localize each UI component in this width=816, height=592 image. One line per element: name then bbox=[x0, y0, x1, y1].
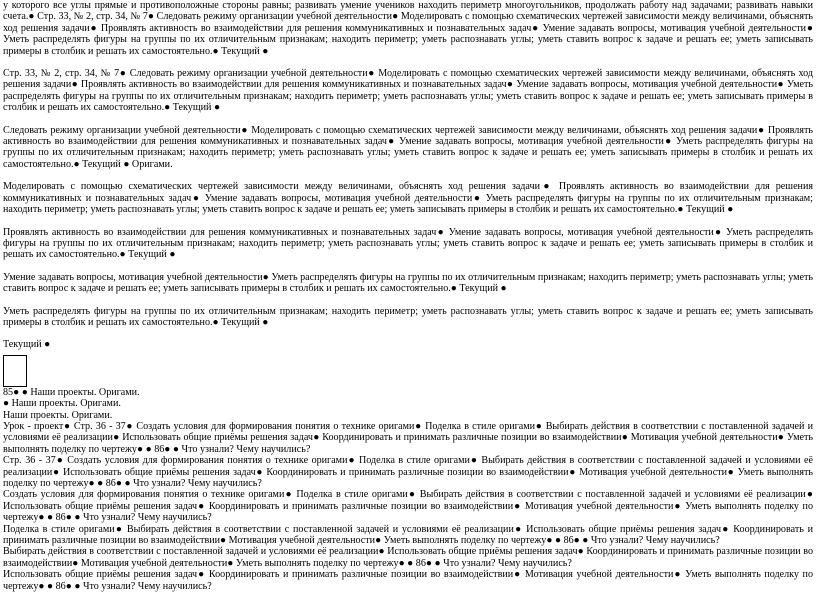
document-body bbox=[3, 0, 813, 592]
paragraph-4: Моделировать с помощью схематических чертежей зависимости между величинами, объяснять ход решения задачи● Проявлять активность во взаимодействии для решения коммуникативных и познавательных задач● Умение задавать вопросы, мотивация учебной деятельности● Уметь распределять фигуры на группы по их отличительным признакам; находить периметр; уметь распознавать углы; уметь ставить вопрос к задаче и решать ее; уметь записывать примеры в столбик и решать их самостоятельно.● Текущий ● bbox=[3, 181, 813, 216]
paragraph-6: Умение задавать вопросы, мотивация учебной деятельности● Уметь распределять фигуры на группы по их отличительным признакам; находить периметр; уметь распознавать углы; уметь ставить вопрос к задаче и решать ее; уметь записывать примеры в столбик и решать их самостоятельно.● Текущий ● bbox=[3, 271, 813, 295]
paragraph-2: Стр. 33, № 2, стр. 34, № 7● Следовать режиму организации учебной деятельности● Моделировать с помощью схематических чертежей зависимости между величинами, объяснять ход решения задачи● Проявлять активность во взаимодействии для решения коммуникативных и познавательных задач● Умение задавать вопросы, мотивация учебной деятельности● Уметь распределять фигуры на группы по их отличительным признакам; находить периметр; уметь распознавать углы; уметь ставить вопрос к задаче и решать ее; уметь записывать примеры в столбик и решать их самостоятельно.● Текущий ● bbox=[3, 68, 813, 114]
paragraph-8: Текущий ● bbox=[3, 339, 51, 351]
line-projects-3: Наши проекты. Оригами. bbox=[3, 409, 113, 421]
paragraph-13: Выбирать действия в соответствии с поставленной задачей и условиями её реализации● Использовать общие приёмы решения задач● Координировать и принимать различные позиции во взаимодействии● Мотивация учебной деятельности● Уметь выполнять поделку по чертежу● ● 86● ● Что узнали? Чему научились? bbox=[3, 546, 813, 569]
image-placeholder-box bbox=[3, 355, 27, 387]
paragraph-7: Уметь распределять фигуры на группы по их отличительным признакам; находить периметр; уметь распознавать углы; уметь ставить вопрос к задаче и решать ее; уметь записывать примеры в столбик и решать их самостоятельно.● Текущий ● bbox=[3, 305, 813, 328]
paragraph-12: Поделка в стиле оригами● Выбирать действия в соответствии с поставленной задачей и условиями её реализации● Использовать общие приёмы решения задач● Координировать и принимать различные позиции во взаимодействии● Мотивация учебной деятельности● Уметь выполнять поделку по чертежу● ● 86● ● Что узнали? Чему научились? bbox=[3, 523, 813, 547]
paragraph-14: Использовать общие приёмы решения задач● Координировать и принимать различные позиции во взаимодействии● Мотивация учебной деятельности● Уметь выполнять поделку по чертежу● ● 86● ● Что узнали? Чему научились? bbox=[3, 569, 813, 592]
paragraph-3: Следовать режиму организации учебной деятельности● Моделировать с помощью схематических чертежей зависимости между величинами, объяснять ход решения задачи● Проявлять активность во взаимодействии для решения коммуникативных и познавательных задач● Умение задавать вопросы, мотивация учебной деятельности● Уметь распределять фигуры на группы по их отличительным признакам; находить периметр; уметь распознавать углы; уметь ставить вопрос к задаче и решать ее; уметь записывать примеры в столбик и решать их самостоятельно.● Текущий ● Оригами. bbox=[3, 124, 813, 170]
paragraph-10: Стр. 36 - 37● Создать условия для формирования понятия о технике оригами● Поделка в стиле оригами● Выбирать действия в соответствии с поставленной задачей и условиями её реализации● Использовать общие приёмы решения задач● Координировать и принимать различные позиции во взаимодействии● Мотивация учебной деятельности● Уметь выполнять поделку по чертежу● ● 86● ● Что узнали? Чему научились? bbox=[3, 455, 813, 489]
paragraph-5: Проявлять активность во взаимодействии для решения коммуникативных и познавательных задач● Умение задавать вопросы, мотивация учебной деятельности● Уметь распределять фигуры на группы по их отличительным признакам; находить периметр; уметь распознавать углы; уметь ставить вопрос к задаче и решать ее; уметь записывать примеры в столбик и решать их самостоятельно.● Текущий ● bbox=[3, 226, 813, 261]
paragraph-11: Создать условия для формирования понятия о технике оригами● Поделка в стиле оригами● Выбирать действия в соответствии с поставленной задачей и условиями её реализации● Использовать общие приёмы решения задач● Координировать и принимать различные позиции во взаимодействии● Мотивация учебной деятельности● Уметь выполнять поделку по чертежу● ● 86● ● Что узнали? Чему научились? bbox=[3, 489, 813, 524]
line-projects-1: 85● ● Наши проекты. Оригами. bbox=[3, 386, 140, 398]
paragraph-9: Урок - проект● Стр. 36 - 37● Создать условия для формирования понятия о технике оригами● Поделка в стиле оригами● Выбирать действия в соответствии с поставленной задачей и условиями её реализации● Использовать общие приёмы решения задач● Координировать и принимать различные позиции во взаимодействии● Мотивация учебной деятельности● Уметь выполнять поделку по чертежу● ● 86● ● Что узнали? Чему научились? bbox=[3, 420, 813, 455]
paragraph-1: у которого все углы прямые и противоположные стороны равны; развивать умение учеников находить периметр многоугольников, продолжать работу над задачами; развивать навыки счета.● Стр. 33, № 2, стр. 34, № 7● Следовать режиму организации учебной деятельности● Моделировать с помощью схематических чертежей зависимости между величинами, объяснять ход решения задачи● Проявлять активность во взаимодействии для решения коммуникативных и познавательных задач● Умение задавать вопросы, мотивация учебной деятельности● Уметь распределять фигуры на группы по их отличительным признакам; находить периметр; уметь распознавать углы; уметь ставить вопрос к задаче и решать ее; уметь записывать примеры в столбик и решать их самостоятельно.● Текущий ● bbox=[3, 0, 813, 57]
line-projects-2: ● Наши проекты. Оригами. bbox=[3, 398, 121, 410]
image-placeholder-wrap bbox=[3, 355, 813, 387]
